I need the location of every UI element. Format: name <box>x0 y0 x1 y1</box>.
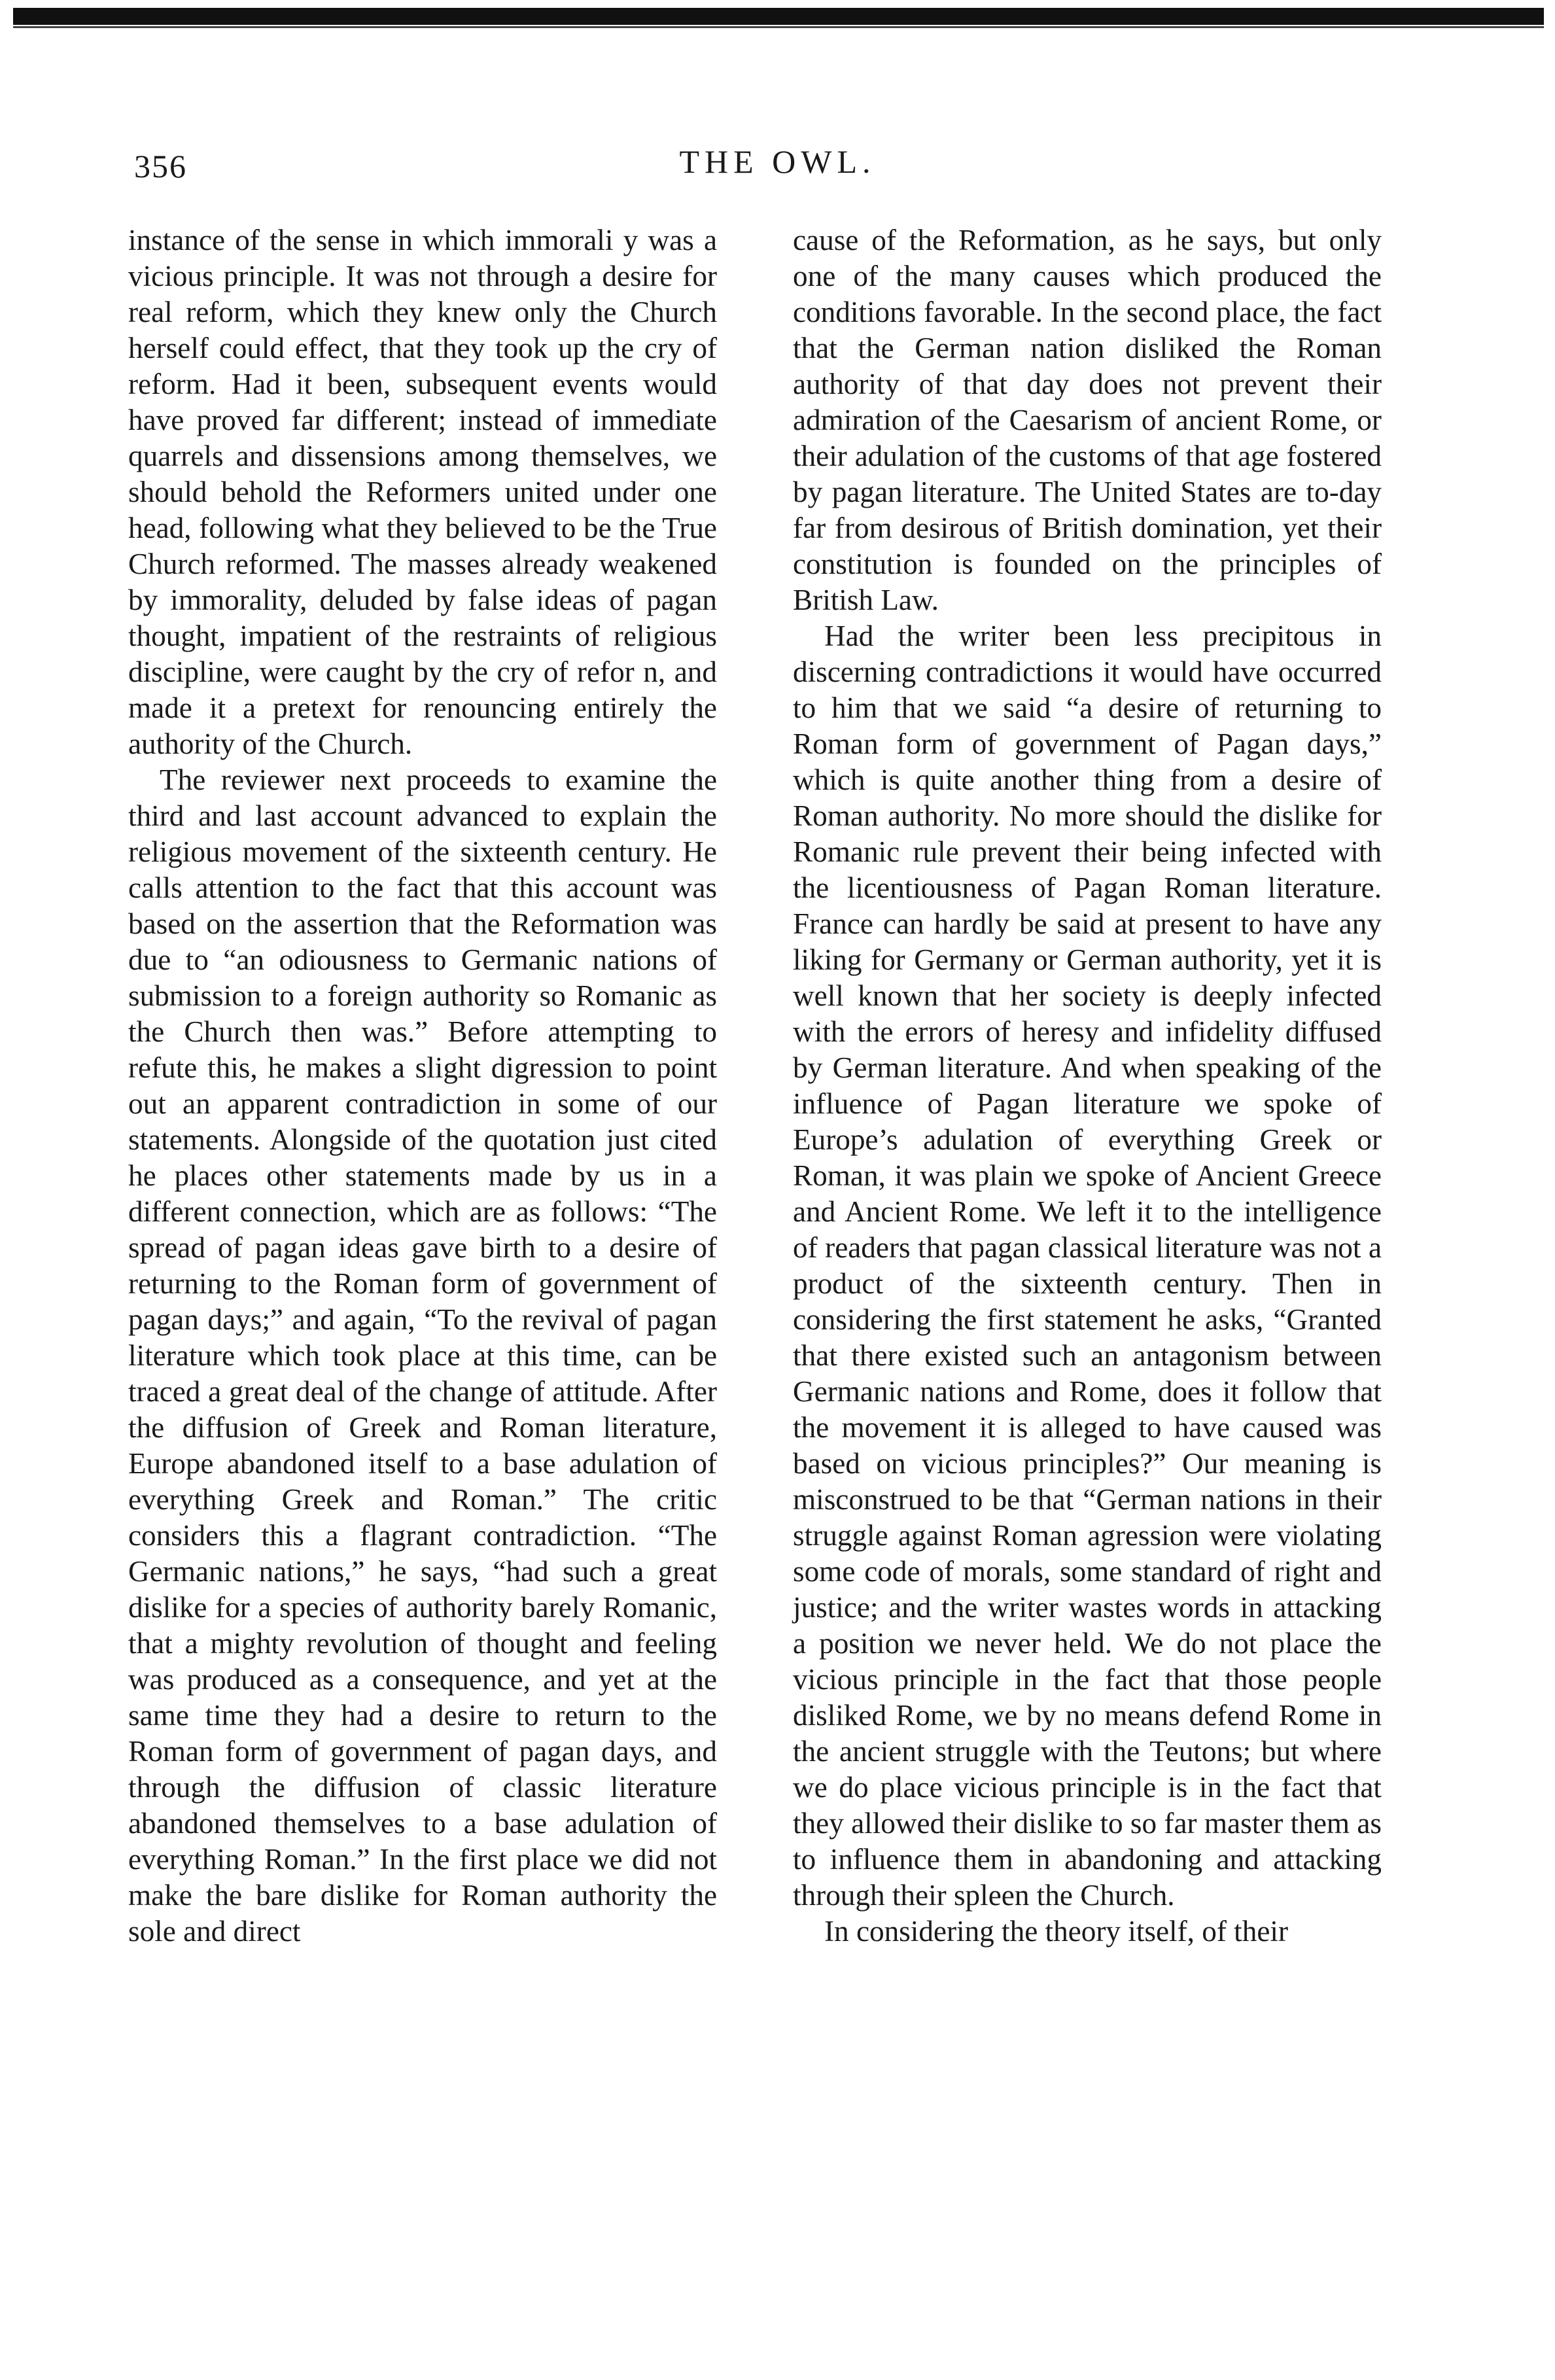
left-paragraph-1: instance of the sense in which immorali y was a vicious principle. It was not through a desire for real reform, which they knew only the Church herself could effect, that they took up the cry of reform. Had it been, subsequent events would have proved far different; instead of immediate quarrels and dissensions among themselves, we should behold the Reformers united under one head, following what they believed to be the True Church reformed. The masses already weakened by immorality, deluded by false ideas of pagan thought, impatient of the restraints of religious discipline, were caught by the cry of refor n, and made it a pretext for renouncing entirely the authority of the Church. <box>128 224 717 760</box>
top-border-rule <box>13 8 1544 25</box>
page-number: 356 <box>134 148 187 184</box>
right-paragraph-1: cause of the Reformation, as he says, but only one of the many causes which produced the conditions favorable. In the second place, the fact that the German nation disliked the Roman authority of that day does not prevent their admiration of the Caesarism of ancient Rome, or their adulation of the customs of that age fostered by pagan literature. The United States are to-day far from desirous of British domination, yet their constitution is founded on the principles of British Law. <box>793 224 1382 616</box>
top-border-thin-rule <box>13 26 1544 28</box>
right-text-column <box>793 222 1382 1950</box>
left-text-column <box>128 222 717 1950</box>
right-paragraph-3: In considering the theory itself, of their <box>824 1915 1288 1948</box>
right-paragraph-2: Had the writer been less precipitous in discerning contradictions it would have occurred to him that we said “a desire of returning to Roman form of government of Pagan days,” which is quite another thing from a desire of Roman authority. No more should the dislike for Romanic rule prevent their being infected with the licentiousness of Pagan Roman literature. France can hardly be said at present to have any liking for Germany or German authority, yet it is well known that her society is deeply infected with the errors of heresy and infidelity diffused by German literature. And when speaking of the influence of Pagan literature we spoke of Europe’s adulation of everything Greek or Roman, it was plain we spoke of Ancient Greece and Ancient Rome. We left it to the intelligence of readers that pagan classical literature was not a product of the sixteenth century. Then in considering the first statement he asks, “Granted that there existed such an antagonism between Germanic nations and Rome, does it follow that the movement it is alleged to have caused was based on vicious principles?” Our meaning is misconstrued to be that “German nations in their struggle against Roman agression were violating some code of morals, some standard of right and justice; and the writer wastes words in attacking a position we never held. We do not place the vicious principle in the fact that those people disliked Rome, we by no means defend Rome in the ancient struggle with the Teutons; but where we do place vicious principle is in the fact that they allowed their dislike to so far master them as to influence them in abandoning and attacking through their spleen the Church. <box>793 620 1382 1912</box>
running-head-title: THE OWL. <box>679 143 876 180</box>
left-paragraph-2: The reviewer next proceeds to examine the third and last account advanced to explain the religious movement of the sixteenth century. He calls attention to the fact that this account was based on the assertion that the Reformation was due to “an odiousness to Germanic nations of submission to a foreign authority so Romanic as the Church then was.” Before attempting to refute this, he makes a slight digression to point out an apparent contradiction in some of our statements. Alongside of the quotation just cited he places other statements made by us in a different connection, which are as follows: “The spread of pagan ideas gave birth to a desire of returning to the Roman form of government of pagan days;” and again, “To the revival of pagan literature which took place at this time, can be traced a great deal of the change of attitude. After the diffusion of Greek and Roman literature, Europe abandoned itself to a base adulation of everything Greek and Roman.” The critic considers this a flagrant contradiction. “The Germanic nations,” he says, “had such a great dislike for a species of authority barely Romanic, that a mighty revolution of thought and feeling was produced as a consequence, and yet at the same time they had a desire to return to the Roman form of government of pagan days, and through the diffusion of classic literature abandoned themselves to a base adulation of everything Roman.” In the first place we did not make the bare dislike for Roman authority the sole and direct <box>128 763 717 1948</box>
